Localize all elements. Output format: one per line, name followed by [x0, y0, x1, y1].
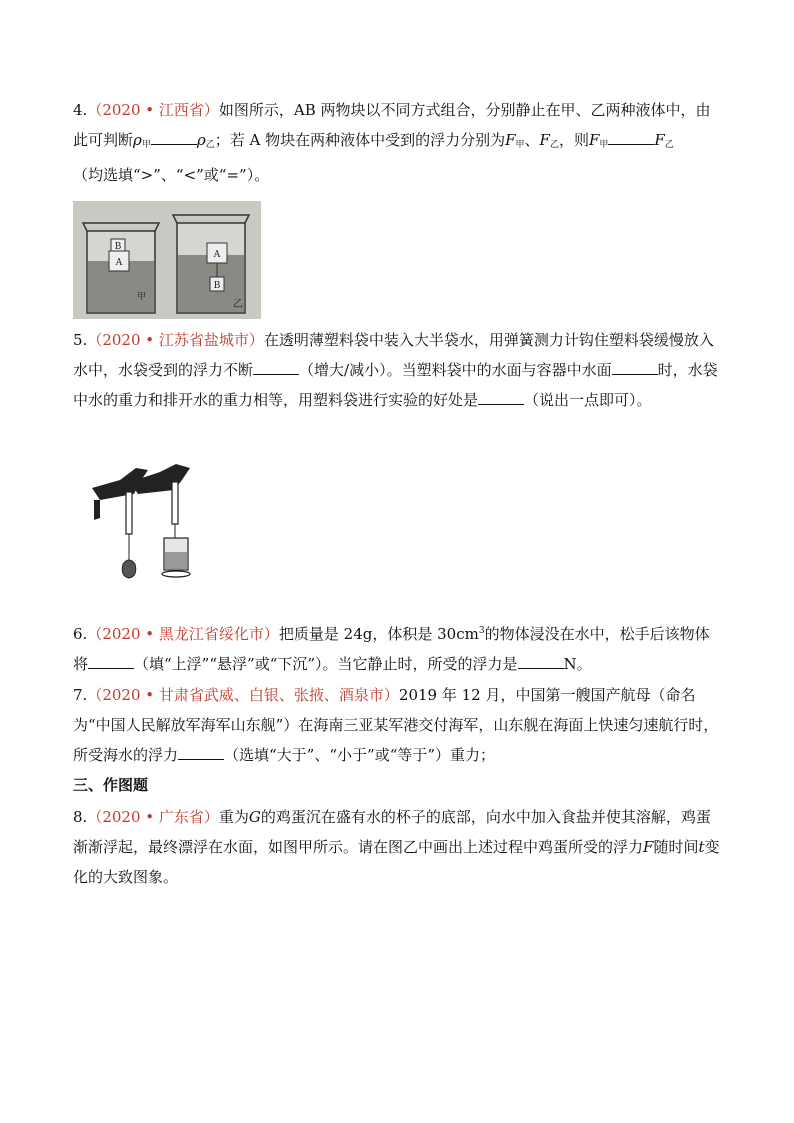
question-4: 4.（2020 • 江西省）如图所示，AB 两物块以不同方式组合，分别静止在甲、乙两种液体中，由此可判断$\rho_甲$ $\rho_乙$；若 A 物块在两种液体中受到的浮力分别为$F_甲$、$F_乙$，则$F_甲$ $F_乙$ （均选填“>”、“<”或“=”）。 — [73, 101, 711, 184]
source-tag: （2020 • 江西省） — [87, 101, 219, 119]
question-7: 7.（2020 • 甘肃省武威、白银、张掖、酒泉市）2019 年 12 月，中国第一艘国产航母（命名为“中国人民解放军海军山东舰”）在海南三亚某军港交付海军，山东舰在海面上快速匀速航行时，所受海水的浮力 （选填“大于”、“小于”或“等于”）重力； — [73, 686, 719, 764]
question-8: 8.（2020 • 广东省）重为G的鸡蛋沉在盛有水的杯子的底部，向水中加入食盐并使其溶解，鸡蛋渐渐浮起，最终漂浮在水面，如图甲所示。请在图乙中画出上述过程中鸡蛋所受的浮力F随时间t变化的大致图象。 — [73, 808, 720, 886]
spring-scale-figure — [90, 460, 210, 600]
answer-blank[interactable] — [178, 743, 224, 760]
source-tag: （2020 • 江苏省盐城市） — [87, 331, 264, 349]
answer-blank[interactable] — [151, 128, 197, 145]
label-b-left: B — [114, 242, 122, 252]
beakers-figure — [73, 201, 261, 319]
answer-blank[interactable] — [518, 652, 564, 669]
answer-blank[interactable] — [608, 128, 654, 145]
label-b-right: B — [213, 281, 221, 291]
source-tag: （2020 • 黑龙江省绥化市） — [87, 625, 279, 643]
answer-blank[interactable] — [253, 358, 299, 375]
label-yi: 乙 — [233, 299, 243, 310]
source-tag: （2020 • 甘肃省武威、白银、张掖、酒泉市） — [87, 686, 399, 704]
question-6: 6.（2020 • 黑龙江省绥化市）把质量是 24g，体积是 $30cm^3$的物体浸没在水中，松手后该物体将 （填“上浮”“悬浮”或“下沉”）。当它静止时，所受的浮力是 N。 — [73, 625, 710, 673]
answer-blank[interactable] — [88, 652, 134, 669]
question-5: 5.（2020 • 江苏省盐城市）在透明薄塑料袋中装入大半袋水，用弹簧测力计钩住塑料袋缓慢放入水中，水袋受到的浮力不断 （增大/减小）。当塑料袋中的水面与容器中水面 时，水袋中水的重力和排开水的重力相等，用塑料袋进行实验的好处是 （说出一点即可）。 — [73, 331, 718, 409]
label-jia: 甲 — [137, 292, 147, 302]
section-heading: 三、作图题 — [73, 776, 149, 794]
label-a-right: A — [213, 250, 221, 260]
source-tag: （2020 • 广东省） — [87, 808, 219, 826]
answer-blank[interactable] — [612, 358, 658, 375]
label-a-left: A — [115, 258, 123, 268]
answer-blank[interactable] — [478, 388, 524, 405]
